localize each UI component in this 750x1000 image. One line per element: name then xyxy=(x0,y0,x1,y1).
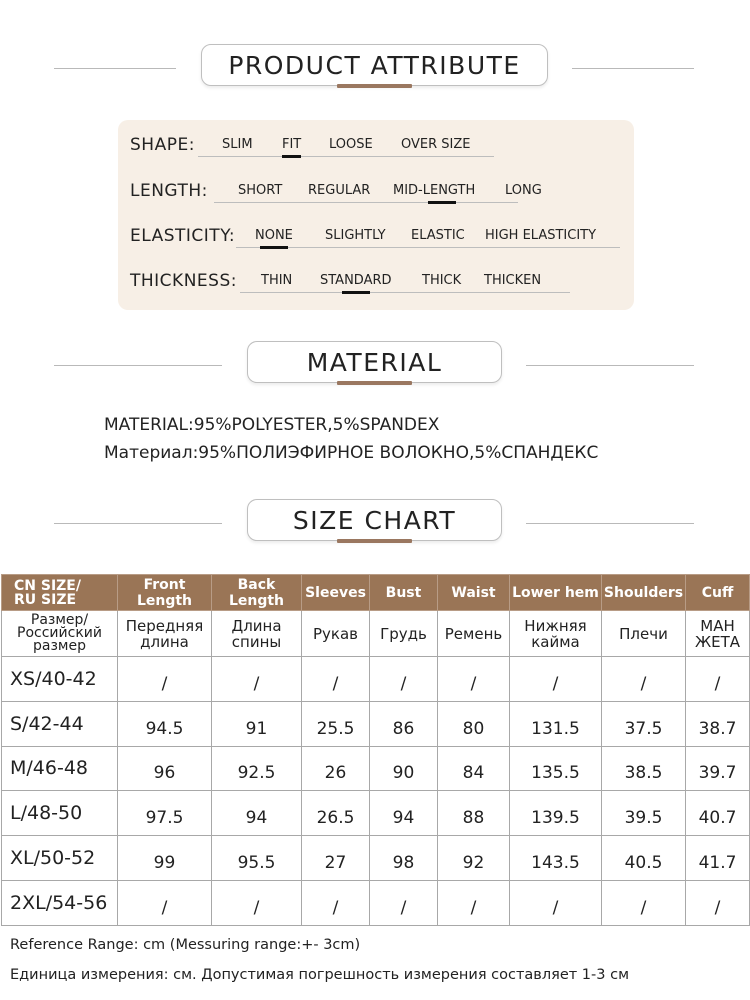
attribute-option: LONG xyxy=(505,183,542,198)
divider-right xyxy=(572,68,694,69)
attribute-baseline xyxy=(236,247,620,248)
table-row xyxy=(2,791,750,836)
table-row xyxy=(2,880,750,925)
attribute-option: THICKEN xyxy=(484,273,542,288)
measure-cell: 96 xyxy=(118,746,212,791)
measure-cell: 27 xyxy=(302,836,370,881)
attribute-option: SHORT xyxy=(238,183,283,198)
measure-cell: 40.7 xyxy=(686,791,750,836)
measure-cell: / xyxy=(212,657,302,702)
measure-cell: 41.7 xyxy=(686,836,750,881)
measure-cell: 91 xyxy=(212,701,302,746)
header-ru-cell: Рукав xyxy=(302,611,370,657)
selected-marker xyxy=(342,291,370,294)
measure-cell: / xyxy=(510,657,602,702)
size-cell: 2XL/54-56 xyxy=(2,880,118,925)
measure-column-header: Back Length xyxy=(212,575,302,611)
measure-column-header: Shoulders xyxy=(602,575,686,611)
measure-column-header: Bust xyxy=(370,575,438,611)
material-ru: Материал:95%ПОЛИЭФИРНОЕ ВОЛОКНО,5%СПАНДЕКС xyxy=(104,443,599,463)
header-ru-cell: Размер/ Российский размер xyxy=(2,611,118,657)
measure-cell: 26 xyxy=(302,746,370,791)
header-ru-cell: Нижняя кайма xyxy=(510,611,602,657)
title-underline xyxy=(337,539,412,543)
measure-cell: 94 xyxy=(212,791,302,836)
measure-cell: 92.5 xyxy=(212,746,302,791)
measure-column-header: Front Length xyxy=(118,575,212,611)
header-ru-cell: Передняя длина xyxy=(118,611,212,657)
measure-cell: / xyxy=(302,880,370,925)
measure-cell: 98 xyxy=(370,836,438,881)
attribute-label: LENGTH: xyxy=(130,181,208,201)
attribute-option: MID-LENGTH xyxy=(393,183,476,198)
measure-cell: / xyxy=(302,657,370,702)
measure-cell: 39.5 xyxy=(602,791,686,836)
header-row-en xyxy=(2,575,750,611)
divider-right xyxy=(526,523,694,524)
measure-cell: / xyxy=(602,880,686,925)
size-chart-table xyxy=(1,574,750,926)
attribute-option: LOOSE xyxy=(329,137,373,152)
size-column-header: CN SIZE/ RU SIZE xyxy=(2,575,118,611)
attribute-option: ELASTIC xyxy=(411,228,465,243)
measure-cell: 143.5 xyxy=(510,836,602,881)
measure-cell: / xyxy=(370,657,438,702)
size-cell: S/42-44 xyxy=(2,701,118,746)
divider-right xyxy=(526,365,694,366)
attribute-option: NONE xyxy=(255,228,293,243)
measure-cell: 94 xyxy=(370,791,438,836)
measure-cell: 88 xyxy=(438,791,510,836)
attribute-row xyxy=(118,225,634,265)
measure-cell: 38.5 xyxy=(602,746,686,791)
header-ru-cell: Длина спины xyxy=(212,611,302,657)
header-ru-cell: Ремень xyxy=(438,611,510,657)
measure-cell: 97.5 xyxy=(118,791,212,836)
measure-cell: 135.5 xyxy=(510,746,602,791)
attribute-option: SLIGHTLY xyxy=(325,228,386,243)
title-underline xyxy=(337,84,412,88)
attribute-option: REGULAR xyxy=(308,183,371,198)
size-chart-header xyxy=(0,499,750,549)
attribute-row xyxy=(118,270,634,310)
attribute-baseline xyxy=(198,156,494,157)
measure-cell: / xyxy=(510,880,602,925)
measure-cell: / xyxy=(686,657,750,702)
measure-column-header: Lower hem xyxy=(510,575,602,611)
product-attribute-header xyxy=(0,44,750,94)
attribute-row xyxy=(118,134,634,174)
table-row xyxy=(2,746,750,791)
header-ru-cell: Грудь xyxy=(370,611,438,657)
measure-cell: 37.5 xyxy=(602,701,686,746)
measure-column-header: Sleeves xyxy=(302,575,370,611)
measure-column-header: Waist xyxy=(438,575,510,611)
selected-marker xyxy=(282,155,301,158)
attribute-option: FIT xyxy=(282,137,302,152)
divider-left xyxy=(54,68,176,69)
footnotes xyxy=(10,934,629,986)
attribute-panel xyxy=(118,120,634,310)
measure-cell: 80 xyxy=(438,701,510,746)
attribute-label: ELASTICITY: xyxy=(130,226,236,246)
measure-cell: / xyxy=(686,880,750,925)
divider-left xyxy=(54,523,222,524)
measure-cell: 92 xyxy=(438,836,510,881)
attribute-baseline xyxy=(240,292,570,293)
measure-cell: 90 xyxy=(370,746,438,791)
attribute-option: THIN xyxy=(261,273,293,288)
material-en: MATERIAL:95%POLYESTER,5%SPANDEX xyxy=(104,415,440,435)
attribute-row xyxy=(118,180,634,220)
divider-left xyxy=(54,365,222,366)
footnote-ru: Единица измерения: см. Допустимая погрешность измерения составляет 1-3 см xyxy=(10,967,630,983)
section-title: MATERIAL xyxy=(247,341,502,383)
measure-column-header: Cuff xyxy=(686,575,750,611)
header-ru-cell: Плечи xyxy=(602,611,686,657)
table-row xyxy=(2,701,750,746)
material-header xyxy=(0,341,750,391)
measure-cell: / xyxy=(370,880,438,925)
measure-cell: 40.5 xyxy=(602,836,686,881)
size-cell: M/46-48 xyxy=(2,746,118,791)
selected-marker xyxy=(260,246,288,249)
attribute-option: SLIM xyxy=(222,137,253,152)
title-underline xyxy=(337,381,412,385)
attribute-option: HIGH ELASTICITY xyxy=(485,228,597,243)
attribute-option: OVER SIZE xyxy=(401,137,471,152)
size-cell: L/48-50 xyxy=(2,791,118,836)
measure-cell: / xyxy=(602,657,686,702)
header-row-ru xyxy=(2,611,750,657)
section-title: PRODUCT ATTRIBUTE xyxy=(201,44,548,86)
size-cell: XL/50-52 xyxy=(2,836,118,881)
header-ru-cell: МАН ЖЕТА xyxy=(686,611,750,657)
measure-cell: 99 xyxy=(118,836,212,881)
measure-cell: 86 xyxy=(370,701,438,746)
material-composition xyxy=(104,412,598,468)
measure-cell: 95.5 xyxy=(212,836,302,881)
attribute-label: SHAPE: xyxy=(130,135,195,155)
measure-cell: 139.5 xyxy=(510,791,602,836)
attribute-option: THICK xyxy=(422,273,462,288)
measure-cell: 84 xyxy=(438,746,510,791)
measure-cell: 26.5 xyxy=(302,791,370,836)
footnote-en: Reference Range: cm (Messuring range:+- 3cm) xyxy=(10,937,361,953)
measure-cell: 25.5 xyxy=(302,701,370,746)
measure-cell: / xyxy=(438,880,510,925)
measure-cell: 38.7 xyxy=(686,701,750,746)
selected-marker xyxy=(428,201,456,204)
measure-cell: / xyxy=(118,657,212,702)
size-cell: XS/40-42 xyxy=(2,657,118,702)
section-title: SIZE CHART xyxy=(247,499,502,541)
measure-cell: / xyxy=(438,657,510,702)
measure-cell: 94.5 xyxy=(118,701,212,746)
attribute-baseline xyxy=(214,202,518,203)
measure-cell: 39.7 xyxy=(686,746,750,791)
table-row xyxy=(2,836,750,881)
attribute-label: THICKNESS: xyxy=(130,271,237,291)
attribute-option: STANDARD xyxy=(320,273,392,288)
table-row xyxy=(2,657,750,702)
measure-cell: / xyxy=(212,880,302,925)
measure-cell: / xyxy=(118,880,212,925)
measure-cell: 131.5 xyxy=(510,701,602,746)
